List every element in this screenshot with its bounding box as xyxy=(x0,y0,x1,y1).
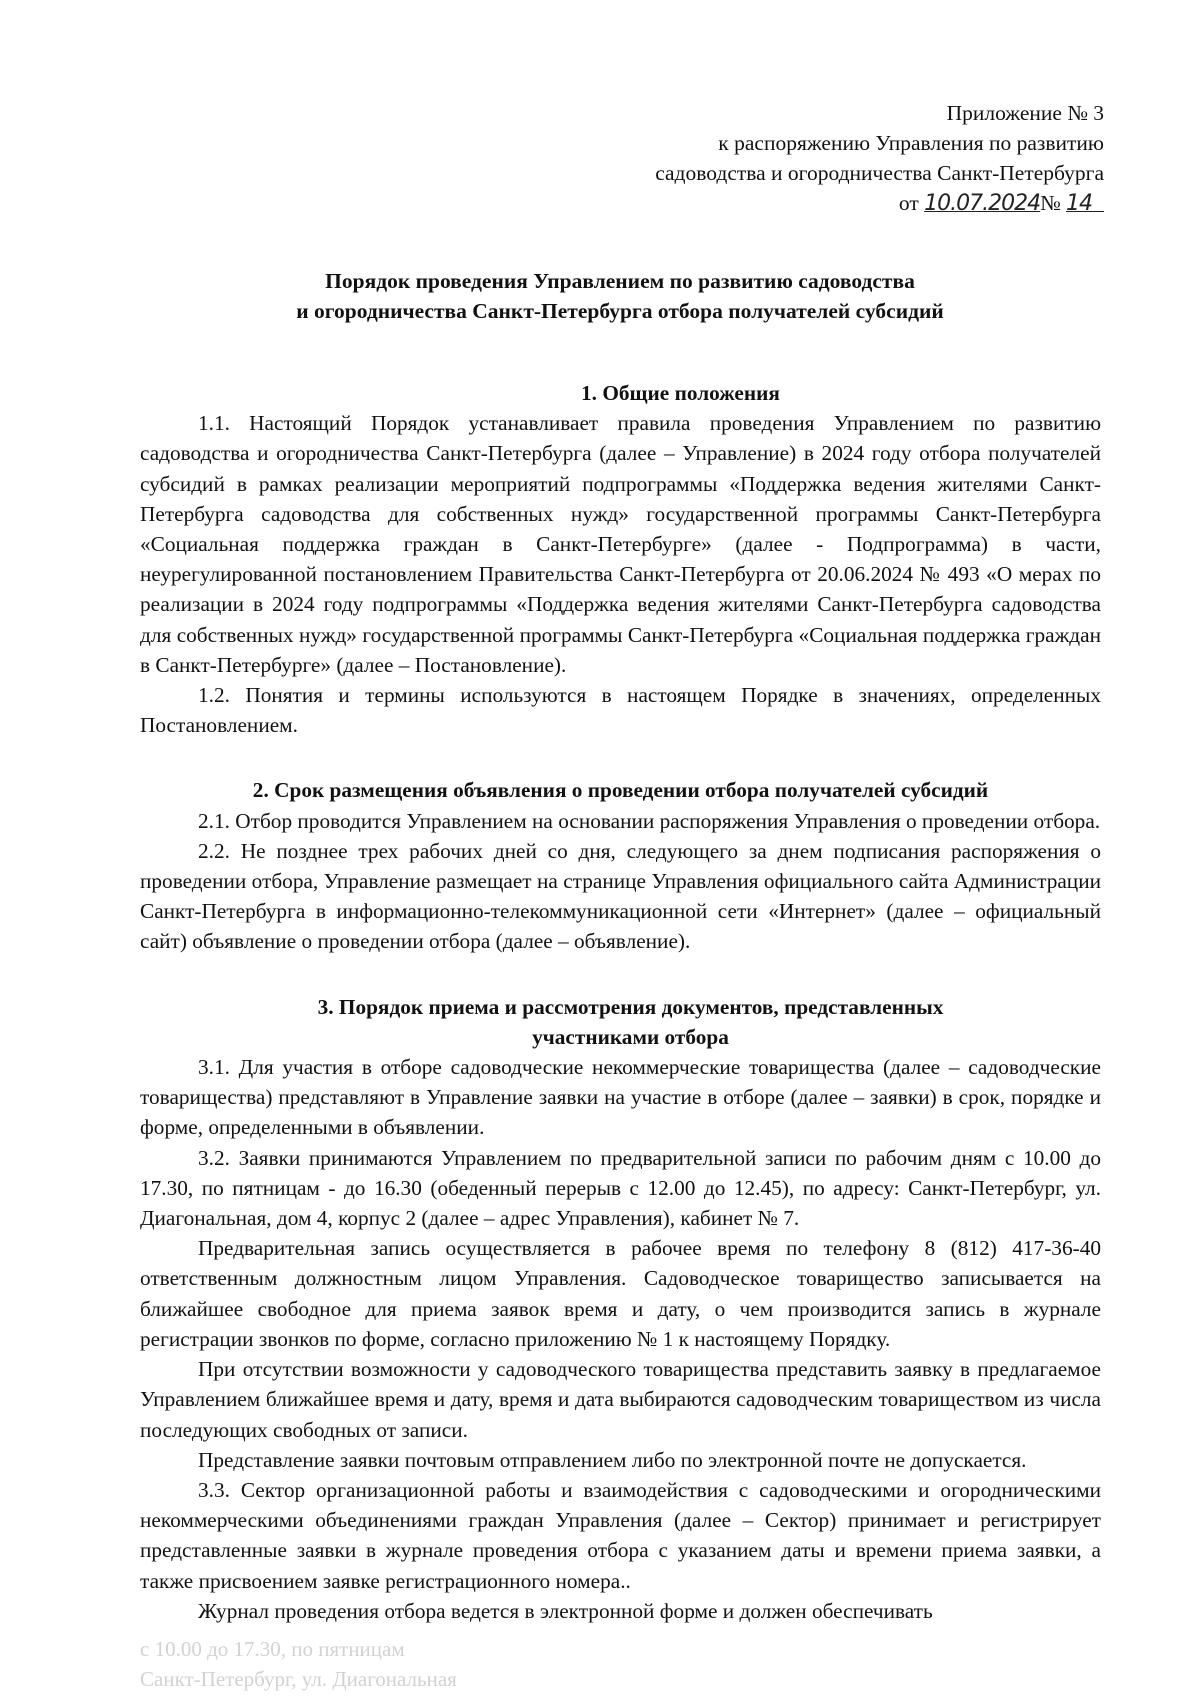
section-3-heading-line-2: участниками отбора xyxy=(532,1024,729,1049)
paragraph-3-2-alternative: При отсутствии возможности у садоводческого товарищества представить заявку в предлагаемое Управлением ближайшее время и дату, время и дата выбираются садоводческим товариществом из числа последующих свободных от записи. xyxy=(140,1357,1101,1442)
appendix-line-1: Приложение № 3 xyxy=(946,101,1104,125)
handwritten-number: 14 xyxy=(1066,191,1092,216)
paragraph-3-3: 3.3. Сектор организационной работы и взаимодействия с садоводческими и огородническими некоммерческими объединениями граждан Управления (далее – Сектор) принимает и регистрирует представленные заявки в журнале проведения отбора с указанием даты и времени приема заявки, а также присвоением заявке регистрационного номера.. xyxy=(140,1477,1101,1593)
paragraph-2-2: 2.2. Не позднее трех рабочих дней со дня, следующего за днем подписания распоряжения о проведении отбора, Управление размещает на странице Управления официального сайта Администрации Санкт-Петербурга в информационно-телекоммуникационной сети «Интернет» (далее – официальный сайт) объявление о проведении отбора (далее – объявление). xyxy=(140,838,1101,954)
appendix-line-3: садоводства и огородничества Санкт-Петербурга xyxy=(655,161,1104,185)
paragraph-3-2: 3.2. Заявки принимаются Управлением по предварительной записи по рабочим дням с 10.00 до 17.30, по пятницам - до 16.30 (обеденный перерыв с 12.00 до 12.45), по адресу: Санкт-Петербург, ул. Диагональная, дом 4, корпус 2 (далее – адрес Управления), кабинет № 7. xyxy=(140,1145,1101,1231)
appendix-header xyxy=(655,98,1104,219)
document-title xyxy=(140,266,1100,326)
paragraph-3-2-appointment: Предварительная запись осуществляется в рабочее время по телефону 8 (812) 417-36-40 ответственным должностным лицом Управления. Садоводческое товарищество записывается на ближайшее свободное для приема заявок время и дату, о чем производится запись в журнале регистрации звонков по форме, согласно приложению № 1 к настоящему Порядку. xyxy=(140,1236,1101,1351)
paragraph-2-1: 2.1. Отбор проводится Управлением на основании распоряжения Управления о проведении отбора. xyxy=(198,808,1101,833)
bleed-through-text xyxy=(140,1634,1100,1696)
number-prefix: № xyxy=(1040,191,1061,215)
appendix-date-line xyxy=(655,188,1104,219)
appendix-line-2: к распоряжению Управления по развитию xyxy=(718,131,1104,155)
title-line-1: Порядок проведения Управлением по развитию садоводства xyxy=(325,269,915,293)
bleed-through-line-2: Санкт-Петербург, ул. Диагональная xyxy=(140,1667,457,1691)
paragraph-3-2-no-mail: Представление заявки почтовым отправлением либо по электронной почте не допускается. xyxy=(198,1447,1027,1472)
bleed-through-line-1: с 10.00 до 17.30, по пятницам xyxy=(140,1637,405,1661)
title-line-2: и огородничества Санкт-Петербурга отбора получателей субсидий xyxy=(296,299,944,323)
paragraph-1-1: 1.1. Настоящий Порядок устанавливает правила проведения Управлением по развитию садоводства и огородничества Санкт-Петербурга (далее – Управление) в 2024 году отбора получателей субсидий в рамках реализации мероприятий подпрограммы «Поддержка ведения жителями Санкт-Петербурга садоводства для собственных нужд» государственной программы Санкт-Петербурга «Социальная поддержка граждан в Санкт-Петербурге» (далее - Подпрограмма) в части, неурегулированной постановлением Правительства Санкт-Петербурга от 20.06.2024 № 493 «О мерах по реализации в 2024 году подпрограммы «Поддержка ведения жителями Санкт-Петербурга садоводства для собственных нужд» государственной программы Санкт-Петербурга «Социальная поддержка граждан в Санкт-Петербурге» (далее – Постановление). xyxy=(140,411,1101,677)
date-prefix: от xyxy=(898,191,919,215)
section-2-heading: 2. Срок размещения объявления о проведении отбора получателей субсидий xyxy=(252,778,989,803)
paragraph-3-3-journal: Журнал проведения отбора ведется в электронной форме и должен обеспечивать xyxy=(198,1598,933,1623)
section-3-heading-line-1: 3. Порядок приема и рассмотрения документов, представленных xyxy=(317,994,944,1019)
paragraph-1-2: 1.2. Понятия и термины используются в настоящем Порядке в значениях, определенных Постановлением. xyxy=(140,683,1101,738)
document-body xyxy=(140,378,1101,1626)
paragraph-3-1: 3.1. Для участия в отборе садоводческие некоммерческие товарищества (далее – садоводческие товарищества) представляют в Управление заявки на участие в отборе (далее – заявки) в срок, порядке и форме, определенными в объявлении. xyxy=(140,1055,1101,1140)
handwritten-date: 10.07.2024 xyxy=(924,191,1041,216)
section-1-heading: 1. Общие положения xyxy=(581,381,780,405)
